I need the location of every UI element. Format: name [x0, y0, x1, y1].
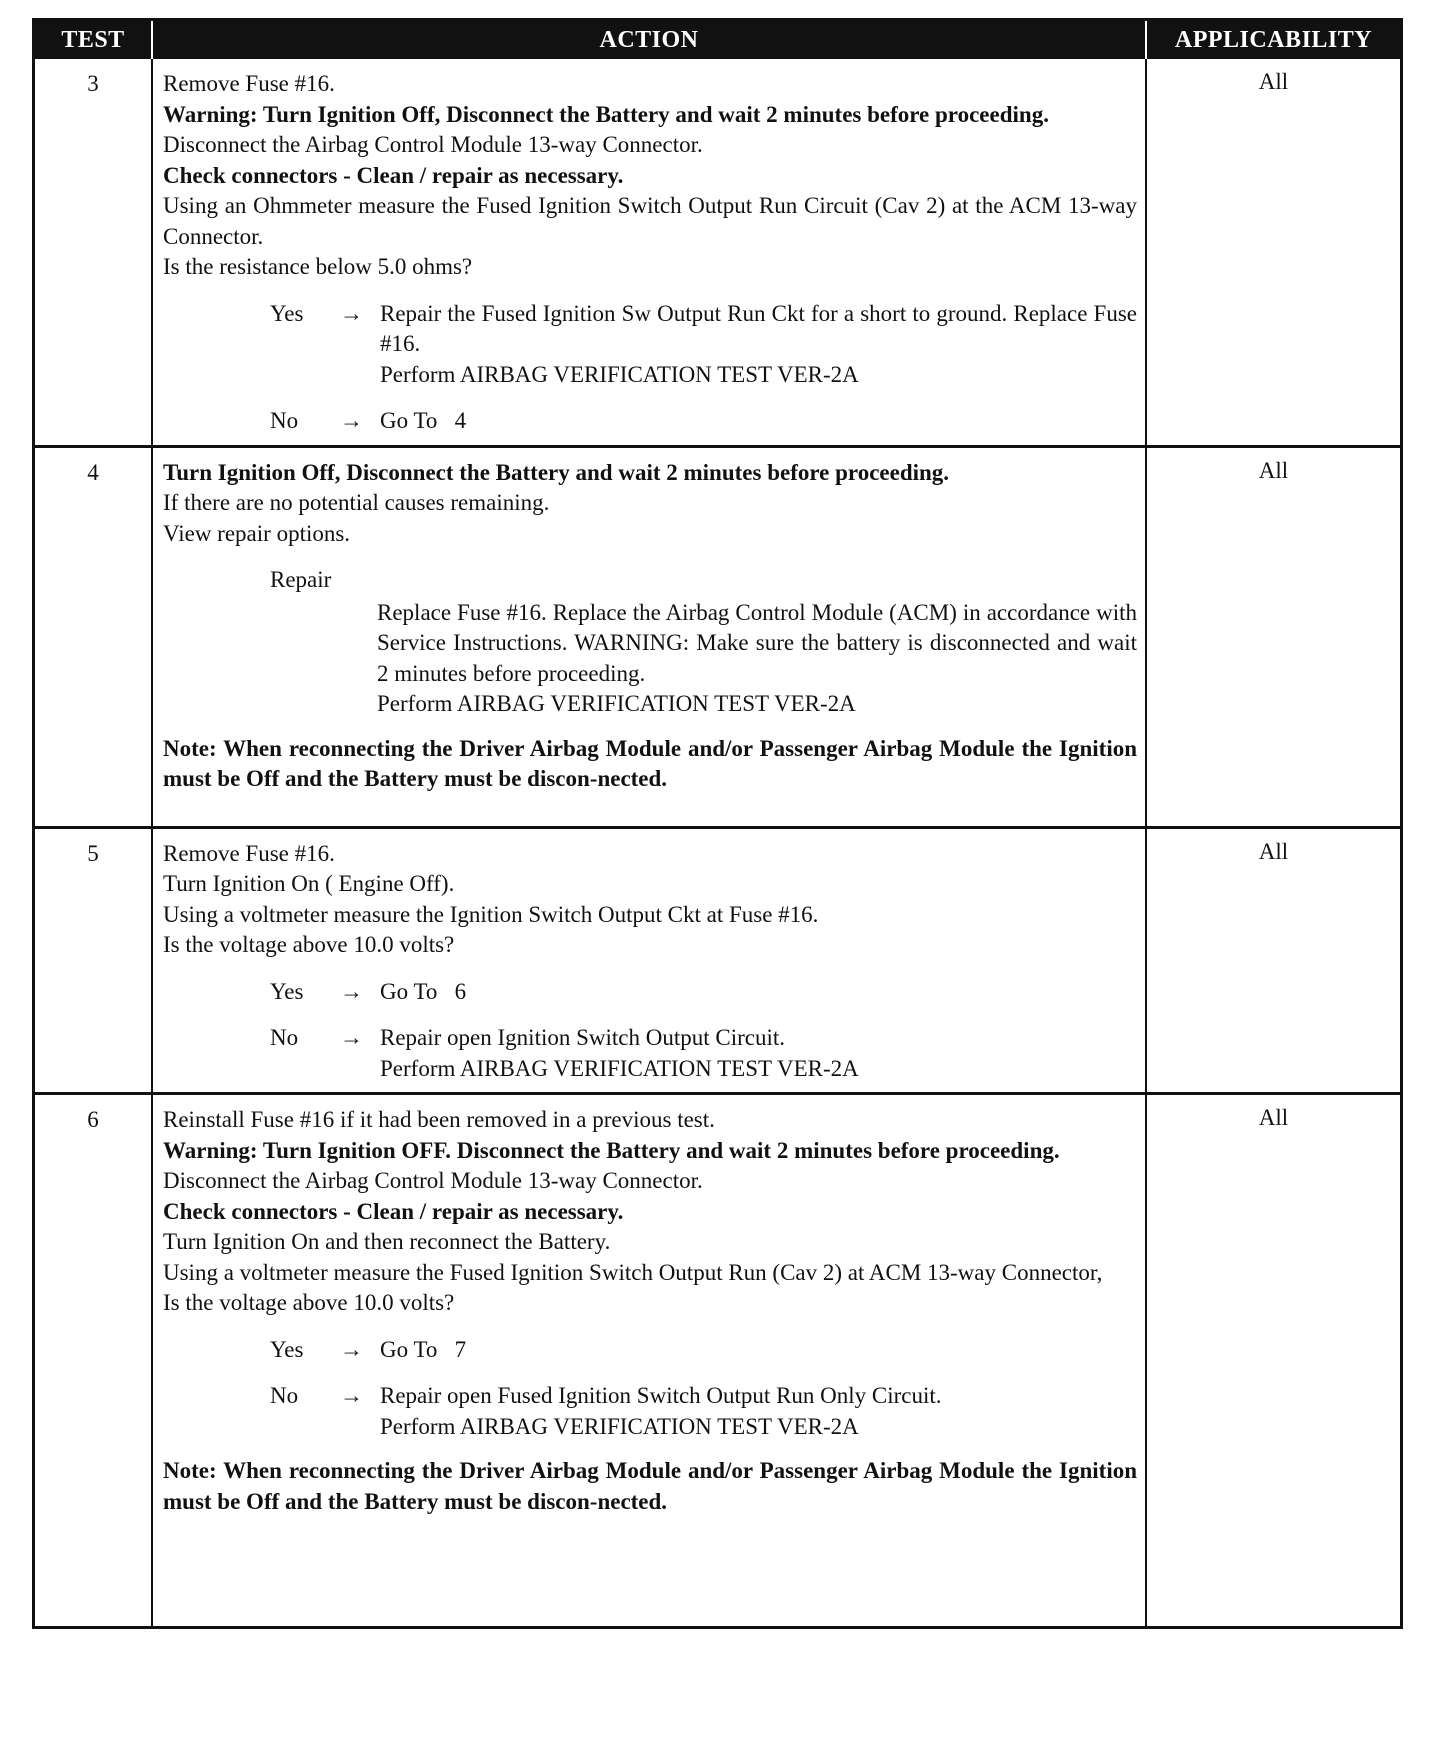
no-label: No [270, 408, 299, 433]
action-line: Remove Fuse #16. [163, 840, 335, 866]
arrow-icon: → [340, 978, 363, 1004]
action-line: Using a voltmeter measure the Ignition Switch Output Ckt at Fuse #16. [163, 901, 819, 927]
header-action: ACTION [152, 21, 1146, 59]
table-row [35, 59, 1400, 446]
check-line: Check connectors - Clean / repair as necessary. [163, 162, 624, 188]
yes-text-2: Perform AIRBAG VERIFICATION TEST VER-2A [380, 361, 859, 387]
arrow-icon: → [340, 300, 363, 326]
no-label: No [270, 1383, 299, 1408]
repair-text: Replace Fuse #16. Replace the Airbag Control Module (ACM) in accordance with Service Instructions. WARNING: Make sure the battery is disconnected and wait 2 minutes before proceeding. [377, 599, 1137, 686]
arrow-icon: → [340, 1336, 363, 1362]
action-line: Disconnect the Airbag Control Module 13-way Connector. [163, 132, 703, 157]
test-number: 3 [35, 59, 152, 446]
no-text-2: Perform AIRBAG VERIFICATION TEST VER-2A [380, 1413, 859, 1439]
no-label: No [270, 1025, 299, 1050]
test-number: 6 [35, 1094, 152, 1626]
header-test: TEST [35, 21, 152, 59]
no-branch [270, 1381, 1137, 1442]
note-text: Note: When reconnecting the Driver Airbag Module and/or Passenger Airbag Module the Ignition must be Off and the Battery must be discon-nected. [163, 735, 1137, 791]
yes-label: Yes [270, 978, 304, 1004]
applicability-value: All [1146, 827, 1400, 1094]
applicability-value: All [1146, 446, 1400, 827]
action-line: Turn Ignition On ( Engine Off). [163, 871, 455, 896]
yes-text: Repair the Fused Ignition Sw Output Run Ckt for a short to ground. Replace Fuse #16. [380, 300, 1137, 356]
action-line: Reinstall Fuse #16 if it had been removed in a previous test. [163, 1107, 715, 1132]
action-line: If there are no potential causes remaining. [163, 490, 550, 515]
warning-line: Warning: Turn Ignition Off, Disconnect the Battery and wait 2 minutes before proceeding. [163, 101, 1049, 127]
no-branch [270, 406, 1137, 437]
yes-branch [270, 1335, 1137, 1366]
table-row [35, 1094, 1400, 1626]
action-cell [152, 446, 1146, 827]
repair-text-2: Perform AIRBAG VERIFICATION TEST VER-2A [377, 691, 856, 716]
test-number: 4 [35, 446, 152, 827]
diagnostic-table [32, 18, 1403, 1629]
action-line: View repair options. [163, 520, 351, 546]
table-row [35, 827, 1400, 1094]
applicability-value: All [1146, 59, 1400, 446]
yes-label: Yes [270, 300, 304, 326]
yes-text: Go To 6 [380, 978, 467, 1004]
table-row [35, 446, 1400, 827]
yes-text: Go To 7 [380, 1336, 467, 1362]
header-row [35, 21, 1400, 59]
repair-label: Repair [270, 567, 332, 592]
arrow-icon: → [340, 1383, 363, 1408]
test-number: 5 [35, 827, 152, 1094]
action-cell [152, 827, 1146, 1094]
action-line: Turn Ignition On and then reconnect the Battery. [163, 1229, 611, 1254]
action-cell [152, 1094, 1146, 1626]
no-text: Repair open Ignition Switch Output Circuit. [380, 1025, 786, 1050]
question-line: Is the voltage above 10.0 volts? [163, 1290, 455, 1315]
action-line: Disconnect the Airbag Control Module 13-way Connector. [163, 1168, 703, 1193]
yes-label: Yes [270, 1336, 304, 1362]
question-line: Is the voltage above 10.0 volts? [163, 932, 455, 957]
question-line: Is the resistance below 5.0 ohms? [163, 254, 473, 279]
no-text: Repair open Fused Ignition Switch Output Run Only Circuit. [380, 1383, 942, 1408]
check-line: Check connectors - Clean / repair as necessary. [163, 1198, 624, 1224]
warning-line: Warning: Turn Ignition OFF. Disconnect the Battery and wait 2 minutes before proceeding. [163, 1137, 1060, 1163]
yes-branch [270, 977, 1137, 1008]
test-action-table [35, 21, 1400, 1626]
no-branch [270, 1023, 1137, 1084]
note-text: Note: When reconnecting the Driver Airbag Module and/or Passenger Airbag Module the Ignition must be Off and the Battery must be discon-nected. [163, 1458, 1137, 1514]
header-applicability: APPLICABILITY [1146, 21, 1400, 59]
applicability-value: All [1146, 1094, 1400, 1626]
no-text: Go To 4 [380, 408, 467, 433]
action-cell [152, 59, 1146, 446]
arrow-icon: → [340, 408, 363, 433]
yes-branch [270, 299, 1137, 391]
action-line: Using a voltmeter measure the Fused Ignition Switch Output Run (Cav 2) at ACM 13-way Connector, [163, 1259, 1103, 1285]
action-line: Using an Ohmmeter measure the Fused Ignition Switch Output Run Circuit (Cav 2) at the ACM 13-way Connector. [163, 193, 1137, 249]
arrow-icon: → [340, 1025, 363, 1050]
no-text-2: Perform AIRBAG VERIFICATION TEST VER-2A [380, 1055, 859, 1081]
action-line: Remove Fuse #16. [163, 71, 335, 96]
warning-line: Turn Ignition Off, Disconnect the Battery and wait 2 minutes before proceeding. [163, 459, 950, 485]
